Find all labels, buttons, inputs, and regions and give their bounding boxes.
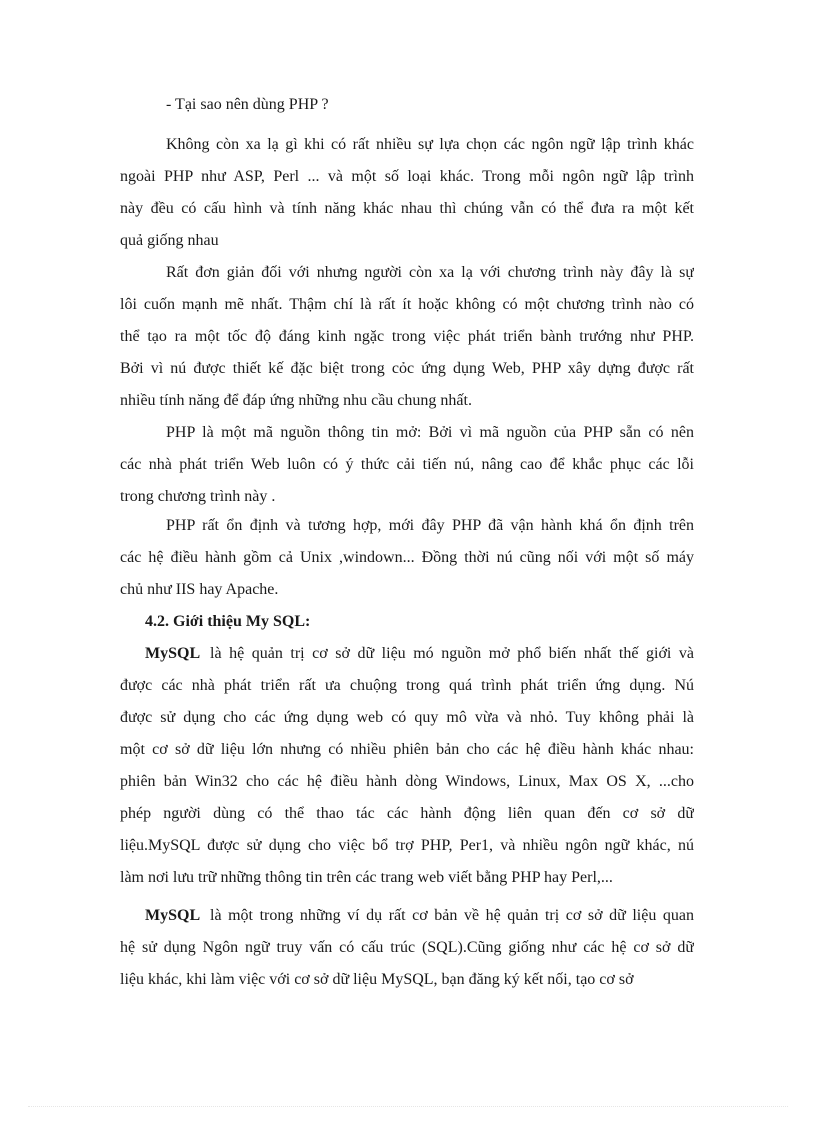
paragraph-line: được các nhà phát triển rất ưa chuộng trong quá trình phát triển ứng dụng. Nú <box>120 677 694 694</box>
paragraph-line: chủ như IIS hay Apache. <box>120 581 279 598</box>
paragraph-line: này đều có cấu hình và tính năng khác nhau thì chúng vẫn có thể đưa ra một kết <box>120 200 694 217</box>
paragraph-line: Không còn xa lạ gì khi có rất nhiều sự lựa chọn các ngôn ngữ lập trình khác <box>166 136 694 153</box>
paragraph-line: một cơ sở dữ liệu lớn nhưng có nhiều phiên bản cho các hệ điều hành khác nhau: <box>120 741 694 758</box>
paragraph-line: ngoài PHP như ASP, Perl ... và một số loại khác. Trong mỗi ngôn ngữ lập trình <box>120 168 694 185</box>
paragraph-line: liệu.MySQL được sử dụng cho việc bổ trợ PHP, Per1, và nhiều ngôn ngữ khác, nú <box>120 837 694 854</box>
subsection-heading: - Tại sao nên dùng PHP ? <box>166 96 329 113</box>
paragraph-line: thể tạo ra một tốc độ đáng kinh ngặc trong việc phát triển bành trướng như PHP. <box>120 328 694 345</box>
bold-term: MySQL <box>145 645 201 662</box>
paragraph-line: hệ sử dụng Ngôn ngữ truy vấn có cấu trúc (SQL).Cũng giống như các hệ cơ sở dữ <box>120 939 694 956</box>
paragraph-line: phép người dùng có thể thao tác các hành động liên quan đến cơ sở dữ <box>120 805 694 822</box>
page-bottom-border <box>28 1106 788 1107</box>
paragraph-line: phiên bản Win32 cho các hệ điều hành dòng Windows, Linux, Max OS X, ...cho <box>120 773 694 790</box>
paragraph-line: Rất đơn giản đối với nhưng người còn xa lạ với chương trình này đây là sự <box>166 264 694 281</box>
paragraph-line: PHP rất ổn định và tương hợp, mới đây PHP đã vận hành khá ổn định trên <box>166 517 694 534</box>
bold-term: MySQL <box>145 907 201 924</box>
paragraph-line: được sử dụng cho các ứng dụng web có quy mô vừa và nhỏ. Tuy không phải là <box>120 709 694 726</box>
paragraph-line: trong chương trình này . <box>120 488 276 505</box>
paragraph-line: PHP là một mã nguồn thông tin mở: Bởi vì mã nguồn của PHP sẵn có nên <box>166 424 694 441</box>
paragraph-line: là một trong những ví dụ rất cơ bản về hệ quản trị cơ sở dữ liệu quan <box>210 907 694 924</box>
paragraph-line: quả giống nhau <box>120 232 219 249</box>
paragraph-line: lôi cuốn mạnh mẽ nhất. Thậm chí là rất ít hoặc không có một chương trình nào có <box>120 296 694 313</box>
paragraph-line: các nhà phát triển Web luôn có ý thức cải tiến nú, nâng cao để khắc phục các lỗi <box>120 456 694 473</box>
paragraph-line: Bởi vì nú được thiết kế đặc biệt trong cỏc ứng dụng Web, PHP xây dựng được rất <box>120 360 694 377</box>
paragraph-line: các hệ điều hành gồm cả Unix ,windown... Đồng thời nú cũng nối với một số máy <box>120 549 694 566</box>
paragraph-line: liệu khác, khi làm việc với cơ sở dữ liệu MySQL, bạn đăng ký kết nối, tạo cơ sở <box>120 971 634 988</box>
paragraph-line: làm nơi lưu trữ những thông tin trên các trang web viết bằng PHP hay Perl,... <box>120 869 613 886</box>
paragraph-line: nhiều tính năng để đáp ứng những nhu cầu chung nhất. <box>120 392 472 409</box>
paragraph-line: là hệ quản trị cơ sở dữ liệu mó nguồn mở phổ biến nhất thế giới và <box>210 645 694 662</box>
section-heading: 4.2. Giới thiệu My SQL: <box>145 613 311 630</box>
